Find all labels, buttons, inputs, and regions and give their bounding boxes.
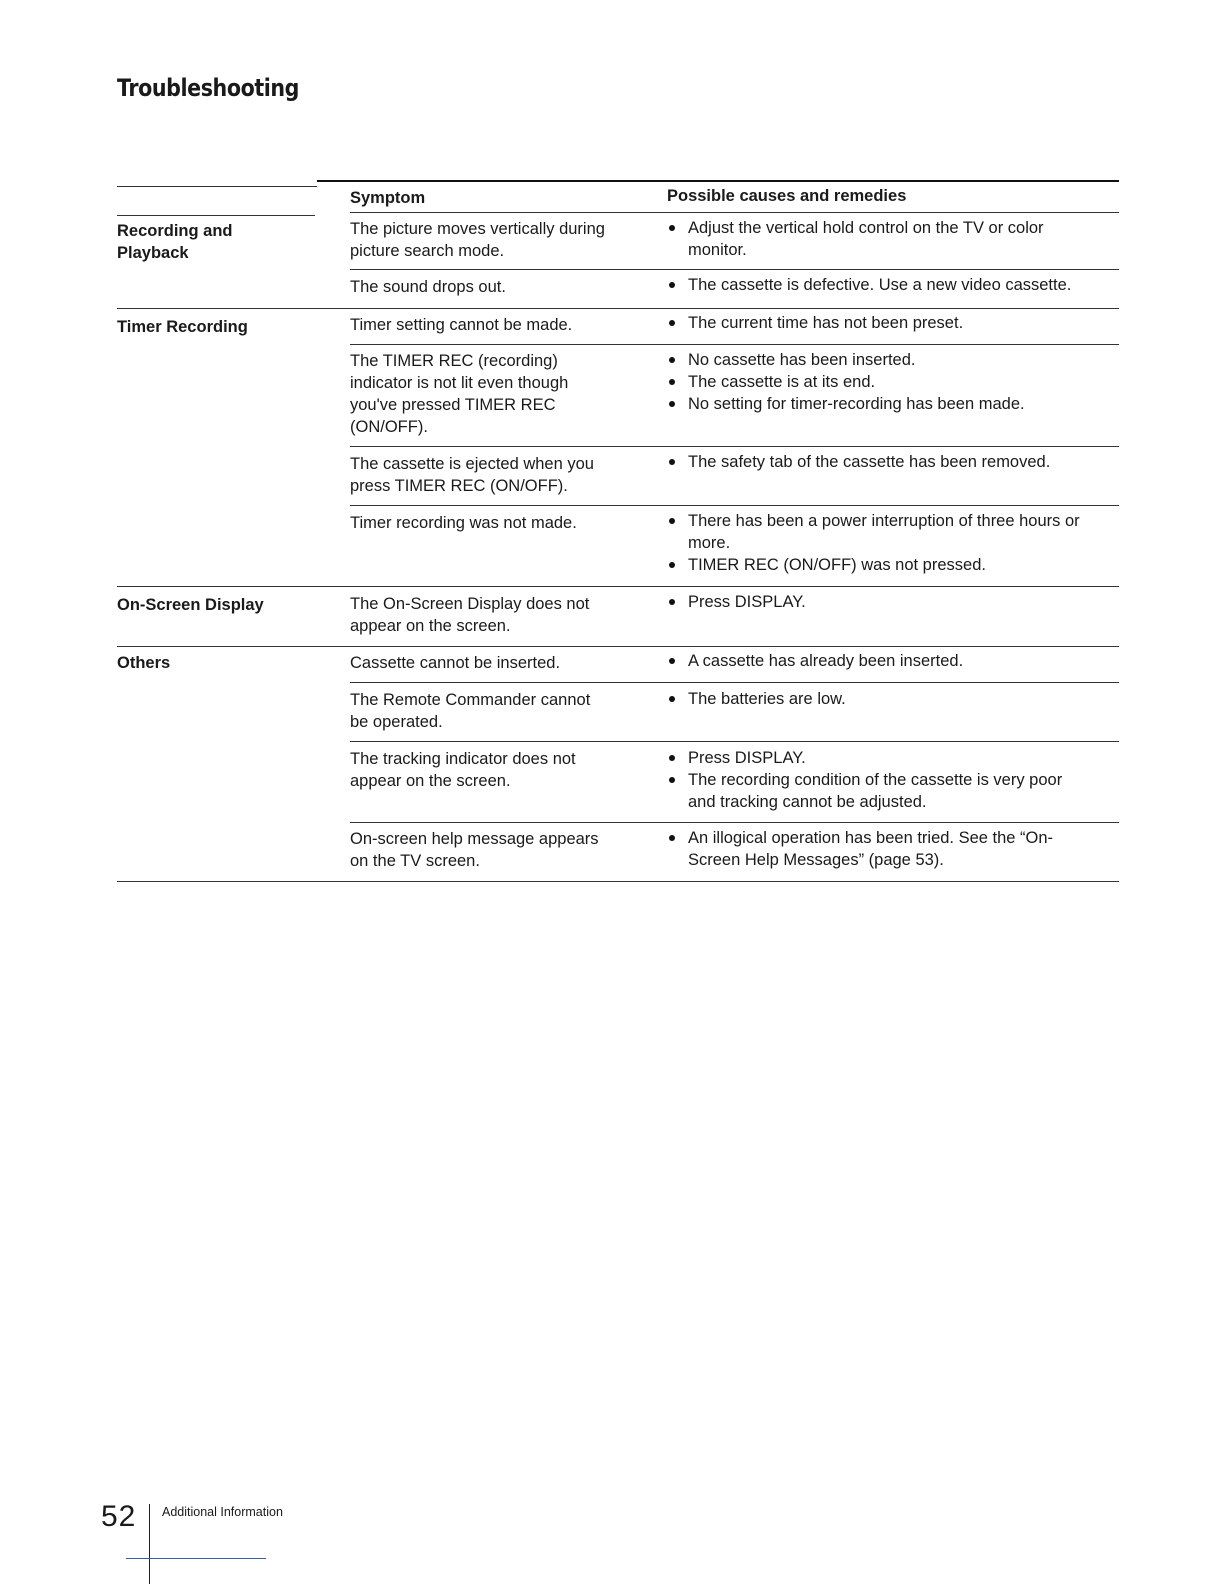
symptom-row: Cassette cannot be inserted. xyxy=(350,654,561,672)
remedy-item: There has been a power interruption of three hours or more. xyxy=(667,510,1080,554)
symptom-row: The picture moves vertically during picture search mode. xyxy=(350,220,605,260)
header-symptom: Symptom xyxy=(350,189,426,207)
row-rule-5 xyxy=(350,505,1119,506)
row-rule-9 xyxy=(350,741,1119,742)
symptom-row: The TIMER REC (recording) indicator is not lit even though you've pressed TIMER REC (ON/OFF). xyxy=(350,352,569,436)
remedy-list xyxy=(667,217,1044,261)
remedy-list xyxy=(667,349,1025,415)
symptom-row: The Remote Commander cannot be operated. xyxy=(350,691,591,731)
row-rule-8 xyxy=(350,682,1119,683)
bullet-icon xyxy=(669,755,675,761)
symptom-row: The tracking indicator does not appear on the screen. xyxy=(350,750,576,790)
header-rule-right xyxy=(317,180,1119,182)
group-rule-timer xyxy=(117,308,1119,309)
bullet-icon xyxy=(669,401,675,407)
bullet-icon xyxy=(669,696,675,702)
bullet-icon xyxy=(669,379,675,385)
footer-underline xyxy=(126,1558,266,1559)
remedy-item: Press DISPLAY. xyxy=(667,747,1062,769)
category-rule-recording xyxy=(117,215,315,216)
symptom-row: The sound drops out. xyxy=(350,278,506,296)
bullet-icon xyxy=(669,599,675,605)
bullet-icon xyxy=(669,357,675,363)
page-number: 52 xyxy=(101,1500,137,1533)
group-rule-osd xyxy=(117,586,1119,587)
symptom-row: Timer setting cannot be made. xyxy=(350,316,573,334)
remedy-list xyxy=(667,312,963,334)
remedy-list xyxy=(667,827,1053,871)
category-others: Others xyxy=(117,654,171,672)
remedy-item: The safety tab of the cassette has been removed. xyxy=(667,451,1050,473)
remedy-item: No setting for timer-recording has been made. xyxy=(667,393,1025,415)
header-bottom-rule xyxy=(350,212,1119,213)
bullet-icon xyxy=(669,518,675,524)
symptom-row: Timer recording was not made. xyxy=(350,514,577,532)
remedy-item: Press DISPLAY. xyxy=(667,591,806,613)
remedy-item: No cassette has been inserted. xyxy=(667,349,1025,371)
remedy-item: The recording condition of the cassette is very poor and tracking cannot be adjusted. xyxy=(667,769,1062,813)
remedy-item: The cassette is defective. Use a new video cassette. xyxy=(667,274,1071,296)
page-title: Troubleshooting xyxy=(117,74,300,102)
header-rule-left xyxy=(117,186,317,187)
remedy-item: The current time has not been preset. xyxy=(667,312,963,334)
row-rule-4 xyxy=(350,446,1119,447)
remedy-list xyxy=(667,591,806,613)
remedy-item: A cassette has already been inserted. xyxy=(667,650,963,672)
row-rule-1 xyxy=(350,269,1119,270)
remedy-list xyxy=(667,510,1080,576)
remedy-item: The batteries are low. xyxy=(667,688,846,710)
bullet-icon xyxy=(669,459,675,465)
footer-section-label: Additional Information xyxy=(162,1505,283,1519)
bullet-icon xyxy=(669,282,675,288)
symptom-row: The cassette is ejected when you press TIMER REC (ON/OFF). xyxy=(350,455,594,495)
symptom-row: The On-Screen Display does not appear on the screen. xyxy=(350,595,590,635)
remedy-list xyxy=(667,451,1050,473)
group-rule-others xyxy=(117,646,1119,647)
bullet-icon xyxy=(669,320,675,326)
table-bottom-rule xyxy=(117,881,1119,882)
footer-divider xyxy=(149,1504,150,1584)
remedy-item: Adjust the vertical hold control on the TV or color monitor. xyxy=(667,217,1044,261)
bullet-icon xyxy=(669,225,675,231)
bullet-icon xyxy=(669,835,675,841)
remedy-item: TIMER REC (ON/OFF) was not pressed. xyxy=(667,554,1080,576)
category-timer-recording: Timer Recording xyxy=(117,318,248,336)
remedy-item: An illogical operation has been tried. See the “On- Screen Help Messages” (page 53). xyxy=(667,827,1053,871)
bullet-icon xyxy=(669,777,675,783)
remedy-list xyxy=(667,747,1062,813)
remedy-list xyxy=(667,688,846,710)
category-on-screen-display: On-Screen Display xyxy=(117,596,264,614)
remedy-list xyxy=(667,274,1071,296)
header-remedies: Possible causes and remedies xyxy=(667,187,907,205)
row-rule-3 xyxy=(350,344,1119,345)
bullet-icon xyxy=(669,562,675,568)
remedy-item: The cassette is at its end. xyxy=(667,371,1025,393)
bullet-icon xyxy=(669,658,675,664)
symptom-row: On-screen help message appears on the TV screen. xyxy=(350,830,599,870)
remedy-list xyxy=(667,650,963,672)
row-rule-10 xyxy=(350,822,1119,823)
category-recording-playback: Recording and Playback xyxy=(117,222,233,262)
troubleshooting-table xyxy=(117,180,1119,882)
